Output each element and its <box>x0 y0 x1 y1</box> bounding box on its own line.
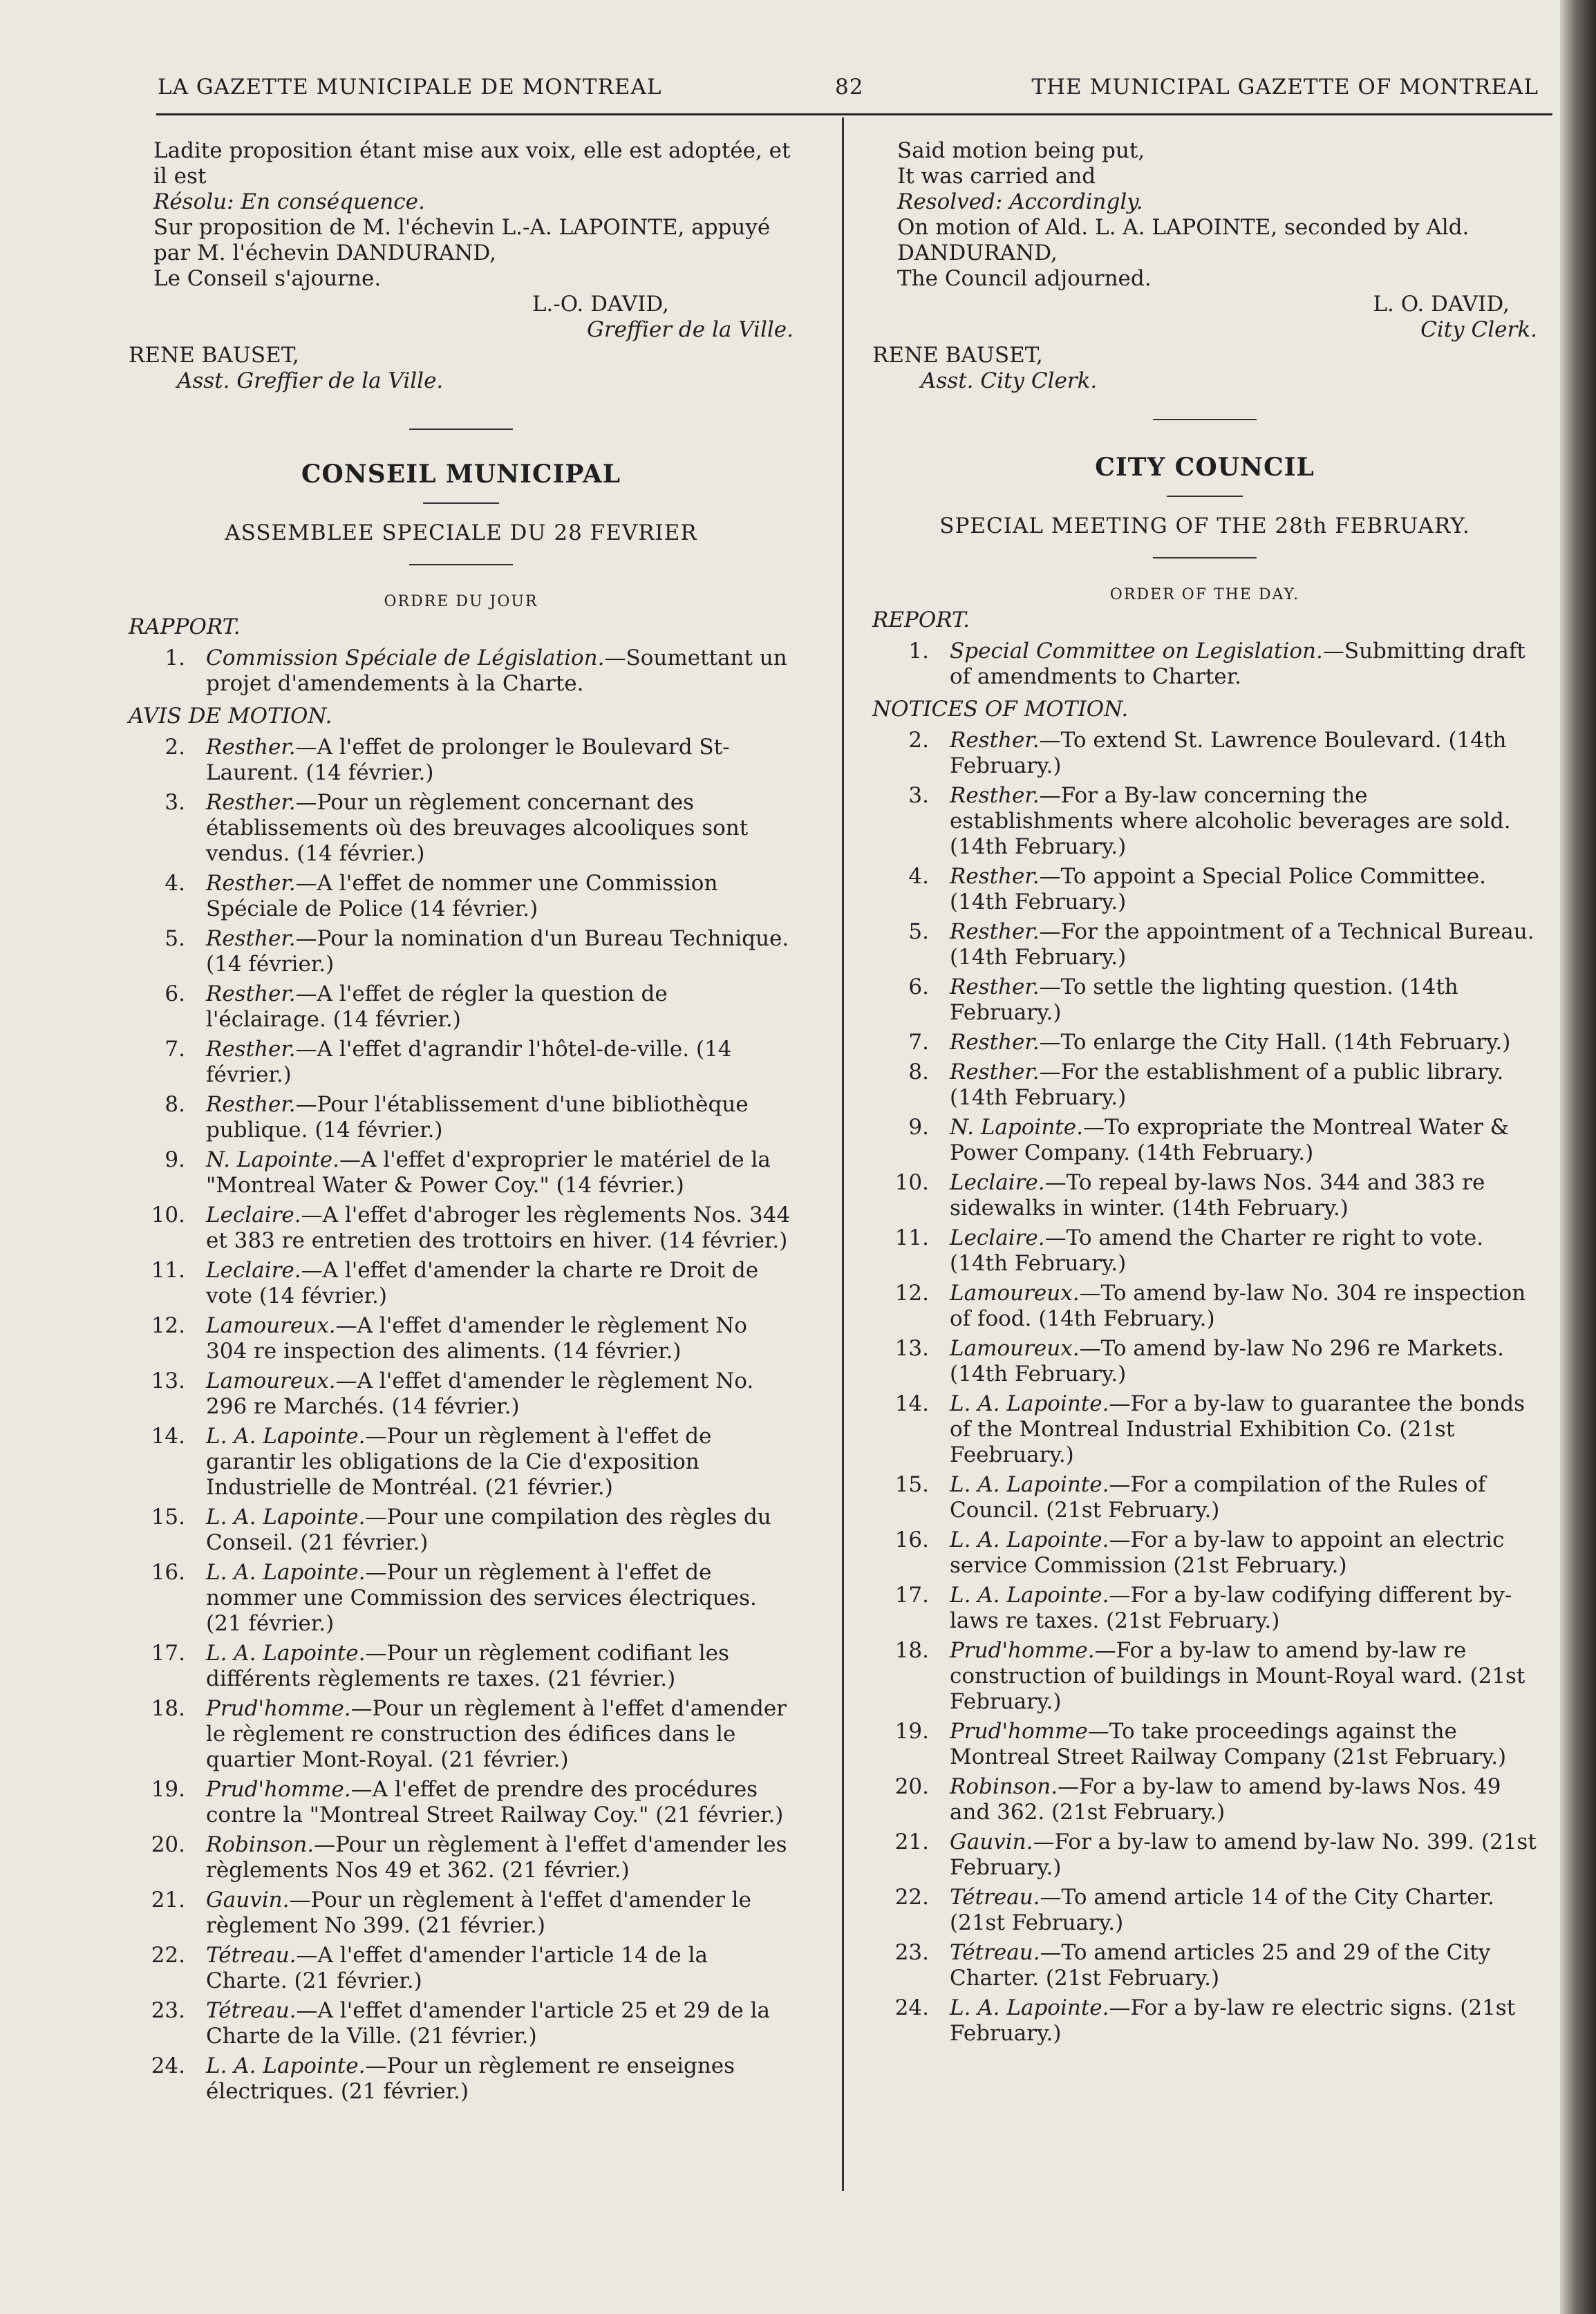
notices-label: NOTICES OF MOTION. <box>872 697 1129 722</box>
list-item <box>872 1774 1537 1825</box>
item-mover: Prud'homme <box>950 1719 1088 1744</box>
assistant-title: Asst. Greffier de la Ville. <box>177 368 444 393</box>
intro-line: Resolved: Accordingly. <box>897 189 1143 214</box>
list-item <box>872 728 1537 779</box>
item-mover: Resther. <box>950 864 1040 889</box>
item-number: 12. <box>894 1281 929 1306</box>
item-number: 5. <box>165 926 185 951</box>
assistant-name: RENE BAUSET, <box>129 343 299 368</box>
item-number: 2. <box>908 728 929 753</box>
item-text: —A l'effet d'amender le règlement No 304 re inspection des aliments. (14 février.) <box>206 1313 747 1364</box>
item-text: —To expropriate the Montreal Water & Power Company. (14th February.) <box>950 1115 1510 1165</box>
item-text: —For a compilation of the Rules of Council. (21st February.) <box>950 1472 1486 1523</box>
list-item <box>872 1885 1537 1936</box>
item-text: —Soumettant un projet d'amendements à la Charte. <box>206 646 787 696</box>
list-item <box>129 1424 794 1501</box>
item-text: —Pour la nomination d'un Bureau Technique. (14 février.) <box>206 926 789 977</box>
list-item <box>129 926 794 977</box>
item-mover: Gauvin. <box>206 1888 290 1912</box>
list-item <box>129 1943 794 1994</box>
item-text: —To amend the Charter re right to vote. (14th February.) <box>950 1225 1484 1276</box>
list-item <box>129 1832 794 1883</box>
item-mover: Resther. <box>950 728 1040 753</box>
item-number: 10. <box>894 1170 929 1195</box>
intro-line: Said motion being put, <box>897 138 1145 163</box>
list-item <box>872 864 1537 915</box>
item-number: 21. <box>151 1888 185 1912</box>
item-text: —A l'effet d'exproprier le matériel de la "Montreal Water & Power Coy." (14 février.) <box>206 1147 771 1198</box>
item-text: —Pour un règlement codifiant les différents règlements re taxes. (21 février.) <box>206 1641 729 1691</box>
item-mover: Resther. <box>206 926 296 951</box>
list-item <box>872 919 1537 970</box>
item-text: —Pour un règlement à l'effet d'amender le règlement re construction des édifices dans le quartier Mont-Royal. (21 février.) <box>206 1696 787 1772</box>
report-list <box>872 639 1537 690</box>
report-label: REPORT. <box>872 608 970 632</box>
item-text: —To take proceedings against the Montreal Street Railway Company (21st February.) <box>950 1719 1507 1769</box>
signature-name: L. O. DAVID, <box>1373 292 1510 317</box>
item-number: 23. <box>151 1998 185 2023</box>
item-mover: Resther. <box>950 975 1040 999</box>
report-label: RAPPORT. <box>129 614 241 639</box>
item-mover: Resther. <box>206 1092 296 1117</box>
item-text: —For a by-law to amend by-law re construction of buildings in Mount-Royal ward. (21st February.) <box>950 1638 1525 1714</box>
item-number: 21. <box>894 1829 929 1854</box>
intro-line: Ladite proposition étant mise aux voix, elle est adoptée, et il est <box>153 138 791 189</box>
item-number: 14. <box>894 1391 929 1416</box>
list-item <box>872 1829 1537 1881</box>
item-number: 13. <box>151 1368 185 1393</box>
item-number: 18. <box>894 1638 929 1663</box>
item-number: 9. <box>908 1115 929 1140</box>
item-number: 3. <box>165 790 185 815</box>
item-number: 23. <box>894 1940 929 1965</box>
item-text: —Pour un règlement à l'effet d'amender le règlement No 399. (21 février.) <box>206 1888 751 1938</box>
order-of-day-label: ORDER OF THE DAY. <box>1109 586 1300 603</box>
list-item <box>872 1638 1537 1715</box>
list-item <box>129 1560 794 1637</box>
item-number: 24. <box>151 2053 185 2078</box>
running-head <box>158 75 1539 106</box>
item-number: 8. <box>908 1060 929 1084</box>
item-number: 19. <box>894 1719 929 1744</box>
list-item <box>129 981 794 1033</box>
item-number: 11. <box>151 1258 185 1283</box>
item-mover: Lamoureux. <box>206 1313 336 1338</box>
item-mover: Tétreau. <box>950 1940 1040 1965</box>
list-item <box>129 1258 794 1309</box>
item-mover: Leclaire. <box>206 1203 301 1227</box>
intro-line: On motion of Ald. L. A. LAPOINTE, seconded by Ald. DANDURAND, <box>897 215 1470 265</box>
item-text: —Pour un règlement à l'effet de garantir les obligations de la Cie d'exposition Industrielle de Montréal. (21 février.) <box>206 1424 712 1500</box>
item-number: 2. <box>165 735 185 760</box>
item-mover: Resther. <box>206 735 296 760</box>
item-text: —To extend St. Lawrence Boulevard. (14th February.) <box>950 728 1507 778</box>
item-text: —To appoint a Special Police Committee. (14th February.) <box>950 864 1486 914</box>
item-mover: N. Lapointe. <box>206 1147 339 1172</box>
list-item <box>129 790 794 867</box>
item-number: 15. <box>151 1505 185 1530</box>
list-item <box>872 1115 1537 1166</box>
item-number: 18. <box>151 1696 185 1721</box>
list-item <box>872 783 1537 860</box>
item-text: —A l'effet d'amender l'article 14 de la Charte. (21 février.) <box>206 1943 708 1993</box>
intro-line: It was carried and <box>897 164 1096 189</box>
item-text: —For a by-law codifying different by-laws re taxes. (21st February.) <box>950 1583 1512 1633</box>
section-heading: CONSEIL MUNICIPAL <box>301 460 621 489</box>
list-item <box>129 1505 794 1556</box>
item-mover: Tétreau. <box>950 1885 1040 1910</box>
item-number: 3. <box>908 783 929 808</box>
notices-list <box>872 728 1537 2047</box>
meeting-subheading: ASSEMBLEE SPECIALE DU 28 FEVRIER <box>225 520 697 545</box>
item-mover: Leclaire. <box>950 1225 1045 1250</box>
item-mover: Resther. <box>206 1037 296 1062</box>
header-rule <box>156 113 1552 115</box>
item-text: —Pour une compilation des règles du Conseil. (21 février.) <box>206 1505 771 1555</box>
signature-name: L.-O. DAVID, <box>532 292 669 317</box>
running-head-french-title: LA GAZETTE MUNICIPALE DE MONTREAL <box>158 75 662 100</box>
french-column <box>129 138 794 2109</box>
item-mover: L. A. Lapointe. <box>206 1505 366 1530</box>
item-mover: Resther. <box>206 981 296 1006</box>
list-item <box>872 1170 1537 1221</box>
item-text: —Submitting draft of amendments to Charter. <box>950 639 1525 689</box>
item-number: 10. <box>151 1203 185 1227</box>
item-mover: Prud'homme. <box>206 1696 351 1721</box>
list-item <box>129 1998 794 2049</box>
list-item <box>872 1336 1537 1387</box>
signature-title: Greffier de la Ville. <box>587 317 794 342</box>
item-text: —A l'effet d'agrandir l'hôtel-de-ville. (14 février.) <box>206 1037 732 1087</box>
item-text: —To settle the lighting question. (14th February.) <box>950 975 1458 1025</box>
item-text: —A l'effet d'amender la charte re Droit de vote (14 février.) <box>206 1258 759 1308</box>
item-mover: Resther. <box>950 783 1040 808</box>
item-mover: N. Lapointe. <box>950 1115 1083 1140</box>
item-text: —A l'effet de prendre des procédures contre la "Montreal Street Railway Coy." (21 février.) <box>206 1777 784 1827</box>
item-number: 8. <box>165 1092 185 1117</box>
list-item <box>129 1888 794 1939</box>
notices-list <box>129 735 794 2105</box>
list-item <box>872 639 1537 690</box>
item-mover: Robinson. <box>950 1774 1058 1799</box>
list-item <box>872 1719 1537 1770</box>
column-divider <box>842 117 844 2191</box>
assistant-title: Asst. City Clerk. <box>921 368 1098 393</box>
order-of-day-label: ORDRE DU JOUR <box>384 593 538 610</box>
item-text: —For a By-law concerning the establishments where alcoholic beverages are sold. (14th February.) <box>950 783 1511 859</box>
item-mover: Robinson. <box>206 1832 314 1857</box>
item-text: —For the establishment of a public library. (14th February.) <box>950 1060 1504 1110</box>
intro-line: The Council adjourned. <box>897 266 1152 291</box>
item-text: —For the appointment of a Technical Bureau. (14th February.) <box>950 919 1534 970</box>
list-item <box>129 1092 794 1143</box>
item-number: 17. <box>151 1641 185 1666</box>
item-mover: Resther. <box>950 1030 1040 1055</box>
item-number: 1. <box>165 646 185 670</box>
list-item <box>872 1995 1537 2047</box>
item-number: 1. <box>908 639 929 664</box>
item-mover: L. A. Lapointe. <box>950 1995 1109 2020</box>
item-text: —For a by-law to guarantee the bonds of the Montreal Industrial Exhibition Co. (21st Feebruary.) <box>950 1391 1525 1467</box>
item-mover: L. A. Lapointe. <box>950 1583 1109 1608</box>
item-text: —For a by-law to amend by-law No. 399. (21st February.) <box>950 1829 1537 1880</box>
list-item <box>129 646 794 697</box>
item-number: 4. <box>908 864 929 889</box>
running-head-english-title: THE MUNICIPAL GAZETTE OF MONTREAL <box>1031 75 1539 100</box>
item-number: 22. <box>894 1885 929 1910</box>
item-mover: Gauvin. <box>950 1829 1033 1854</box>
list-item <box>872 1225 1537 1277</box>
list-item <box>872 1583 1537 1634</box>
item-mover: Resther. <box>950 919 1040 944</box>
signature-title: City Clerk. <box>1420 317 1537 342</box>
item-number: 22. <box>151 1943 185 1968</box>
list-item <box>129 1313 794 1364</box>
list-item <box>129 1147 794 1198</box>
item-mover: L. A. Lapointe. <box>206 2053 366 2078</box>
item-text: —A l'effet de nommer une Commission Spéciale de Police (14 février.) <box>206 871 718 921</box>
assistant-name: RENE BAUSET, <box>872 343 1043 368</box>
item-mover: Resther. <box>950 1060 1040 1084</box>
item-text: —For a by-law re electric signs. (21st February.) <box>950 1995 1516 2046</box>
item-number: 20. <box>894 1774 929 1799</box>
item-text: —To amend by-law No 296 re Markets. (14th February.) <box>950 1336 1504 1386</box>
item-mover: L. A. Lapointe. <box>206 1560 366 1585</box>
item-mover: Tétreau. <box>206 1943 297 1968</box>
item-mover: L. A. Lapointe. <box>206 1641 366 1666</box>
section-rule <box>1167 496 1243 497</box>
item-number: 6. <box>165 981 185 1006</box>
section-rule <box>1153 419 1257 420</box>
list-item <box>129 1777 794 1828</box>
item-text: —To repeal by-laws Nos. 344 and 383 re sidewalks in winter. (14th February.) <box>950 1170 1485 1221</box>
item-number: 13. <box>894 1336 929 1361</box>
item-number: 7. <box>908 1030 929 1055</box>
item-mover: Tétreau. <box>206 1998 297 2023</box>
list-item <box>129 1037 794 1088</box>
page-number: 82 <box>835 75 864 100</box>
item-text: —Pour un règlement à l'effet de nommer une Commission des services électriques. (21 février.) <box>206 1560 757 1636</box>
item-text: —A l'effet de régler la question de l'éclairage. (14 février.) <box>206 981 668 1032</box>
list-item <box>129 1203 794 1254</box>
item-text: —To amend articles 25 and 29 of the City Charter. (21st February.) <box>950 1940 1491 1991</box>
item-text: —Pour un règlement re enseignes électriques. (21 février.) <box>206 2053 735 2104</box>
item-mover: Lamoureux. <box>950 1281 1080 1306</box>
item-text: —Pour un règlement concernant des établissements où des breuvages alcooliques sont vendus. (14 février.) <box>206 790 749 866</box>
list-item <box>872 1391 1537 1468</box>
item-mover: Commission Spéciale de Législation. <box>206 646 605 670</box>
item-mover: Lamoureux. <box>950 1336 1080 1361</box>
list-item <box>872 1527 1537 1579</box>
list-item <box>872 1030 1537 1055</box>
item-text: —Pour l'établissement d'une bibliothèque publique. (14 février.) <box>206 1092 749 1142</box>
item-text: —To amend article 14 of the City Charter. (21st February.) <box>950 1885 1494 1935</box>
item-text: —For a by-law to amend by-laws Nos. 49 and 362. (21st February.) <box>950 1774 1501 1825</box>
notices-label: AVIS DE MOTION. <box>129 704 332 728</box>
item-number: 16. <box>894 1527 929 1552</box>
item-text: —To enlarge the City Hall. (14th February.) <box>1039 1030 1511 1055</box>
list-item <box>872 1060 1537 1111</box>
list-item <box>872 1940 1537 1991</box>
item-mover: Prud'homme. <box>950 1638 1095 1663</box>
item-mover: Lamoureux. <box>206 1368 336 1393</box>
item-mover: Leclaire. <box>950 1170 1045 1195</box>
item-text: —Pour un règlement à l'effet d'amender les règlements Nos 49 et 362. (21 février.) <box>206 1832 787 1883</box>
item-text: —A l'effet d'abroger les règlements Nos. 344 et 383 re entretien des trottoirs en hiver. (14 février.) <box>206 1203 791 1253</box>
item-text: —A l'effet de prolonger le Boulevard St-Laurent. (14 février.) <box>206 735 730 785</box>
list-item <box>129 1368 794 1420</box>
item-number: 11. <box>894 1225 929 1250</box>
item-mover: L. A. Lapointe. <box>950 1391 1109 1416</box>
item-number: 19. <box>151 1777 185 1802</box>
list-item <box>129 1696 794 1773</box>
item-mover: Special Committee on Legislation. <box>950 639 1323 664</box>
item-mover: L. A. Lapointe. <box>206 1424 366 1449</box>
section-rule <box>409 564 513 565</box>
list-item <box>872 975 1537 1026</box>
list-item <box>129 2053 794 2105</box>
item-text: —To amend by-law No. 304 re inspection of food. (14th February.) <box>950 1281 1526 1331</box>
item-number: 7. <box>165 1037 185 1062</box>
item-mover: L. A. Lapointe. <box>950 1472 1109 1497</box>
item-mover: Prud'homme. <box>206 1777 351 1802</box>
item-text: —For a by-law to appoint an electric service Commission (21st February.) <box>950 1527 1505 1578</box>
item-text: —A l'effet d'amender l'article 25 et 29 de la Charte de la Ville. (21 février.) <box>206 1998 770 2049</box>
section-rule <box>423 502 499 504</box>
item-mover: L. A. Lapointe. <box>950 1527 1109 1552</box>
section-heading: CITY COUNCIL <box>1095 453 1315 482</box>
item-number: 20. <box>151 1832 185 1857</box>
item-number: 15. <box>894 1472 929 1497</box>
english-column <box>872 138 1537 2051</box>
intro-line: Le Conseil s'ajourne. <box>153 266 382 291</box>
item-mover: Resther. <box>206 871 296 896</box>
item-number: 16. <box>151 1560 185 1585</box>
item-number: 12. <box>151 1313 185 1338</box>
report-list <box>129 646 794 697</box>
item-number: 4. <box>165 871 185 896</box>
section-rule <box>409 429 513 430</box>
item-number: 5. <box>908 919 929 944</box>
list-item <box>129 1641 794 1692</box>
page-edge-shadow <box>1560 0 1596 2314</box>
item-mover: Resther. <box>206 790 296 815</box>
list-item <box>129 735 794 786</box>
item-number: 24. <box>894 1995 929 2020</box>
item-number: 9. <box>165 1147 185 1172</box>
section-rule <box>1153 557 1257 558</box>
item-number: 14. <box>151 1424 185 1449</box>
list-item <box>129 871 794 922</box>
item-number: 17. <box>894 1583 929 1608</box>
item-text: —A l'effet d'amender le règlement No. 296 re Marchés. (14 février.) <box>206 1368 754 1419</box>
item-mover: Leclaire. <box>206 1258 301 1283</box>
list-item <box>872 1281 1537 1332</box>
intro-line: Résolu: En conséquence. <box>153 189 425 214</box>
list-item <box>872 1472 1537 1523</box>
intro-line: Sur proposition de M. l'échevin L.-A. LAPOINTE, appuyé par M. l'échevin DANDURAND, <box>153 215 771 265</box>
meeting-subheading: SPECIAL MEETING OF THE 28th FEBRUARY. <box>939 514 1470 538</box>
item-number: 6. <box>908 975 929 999</box>
